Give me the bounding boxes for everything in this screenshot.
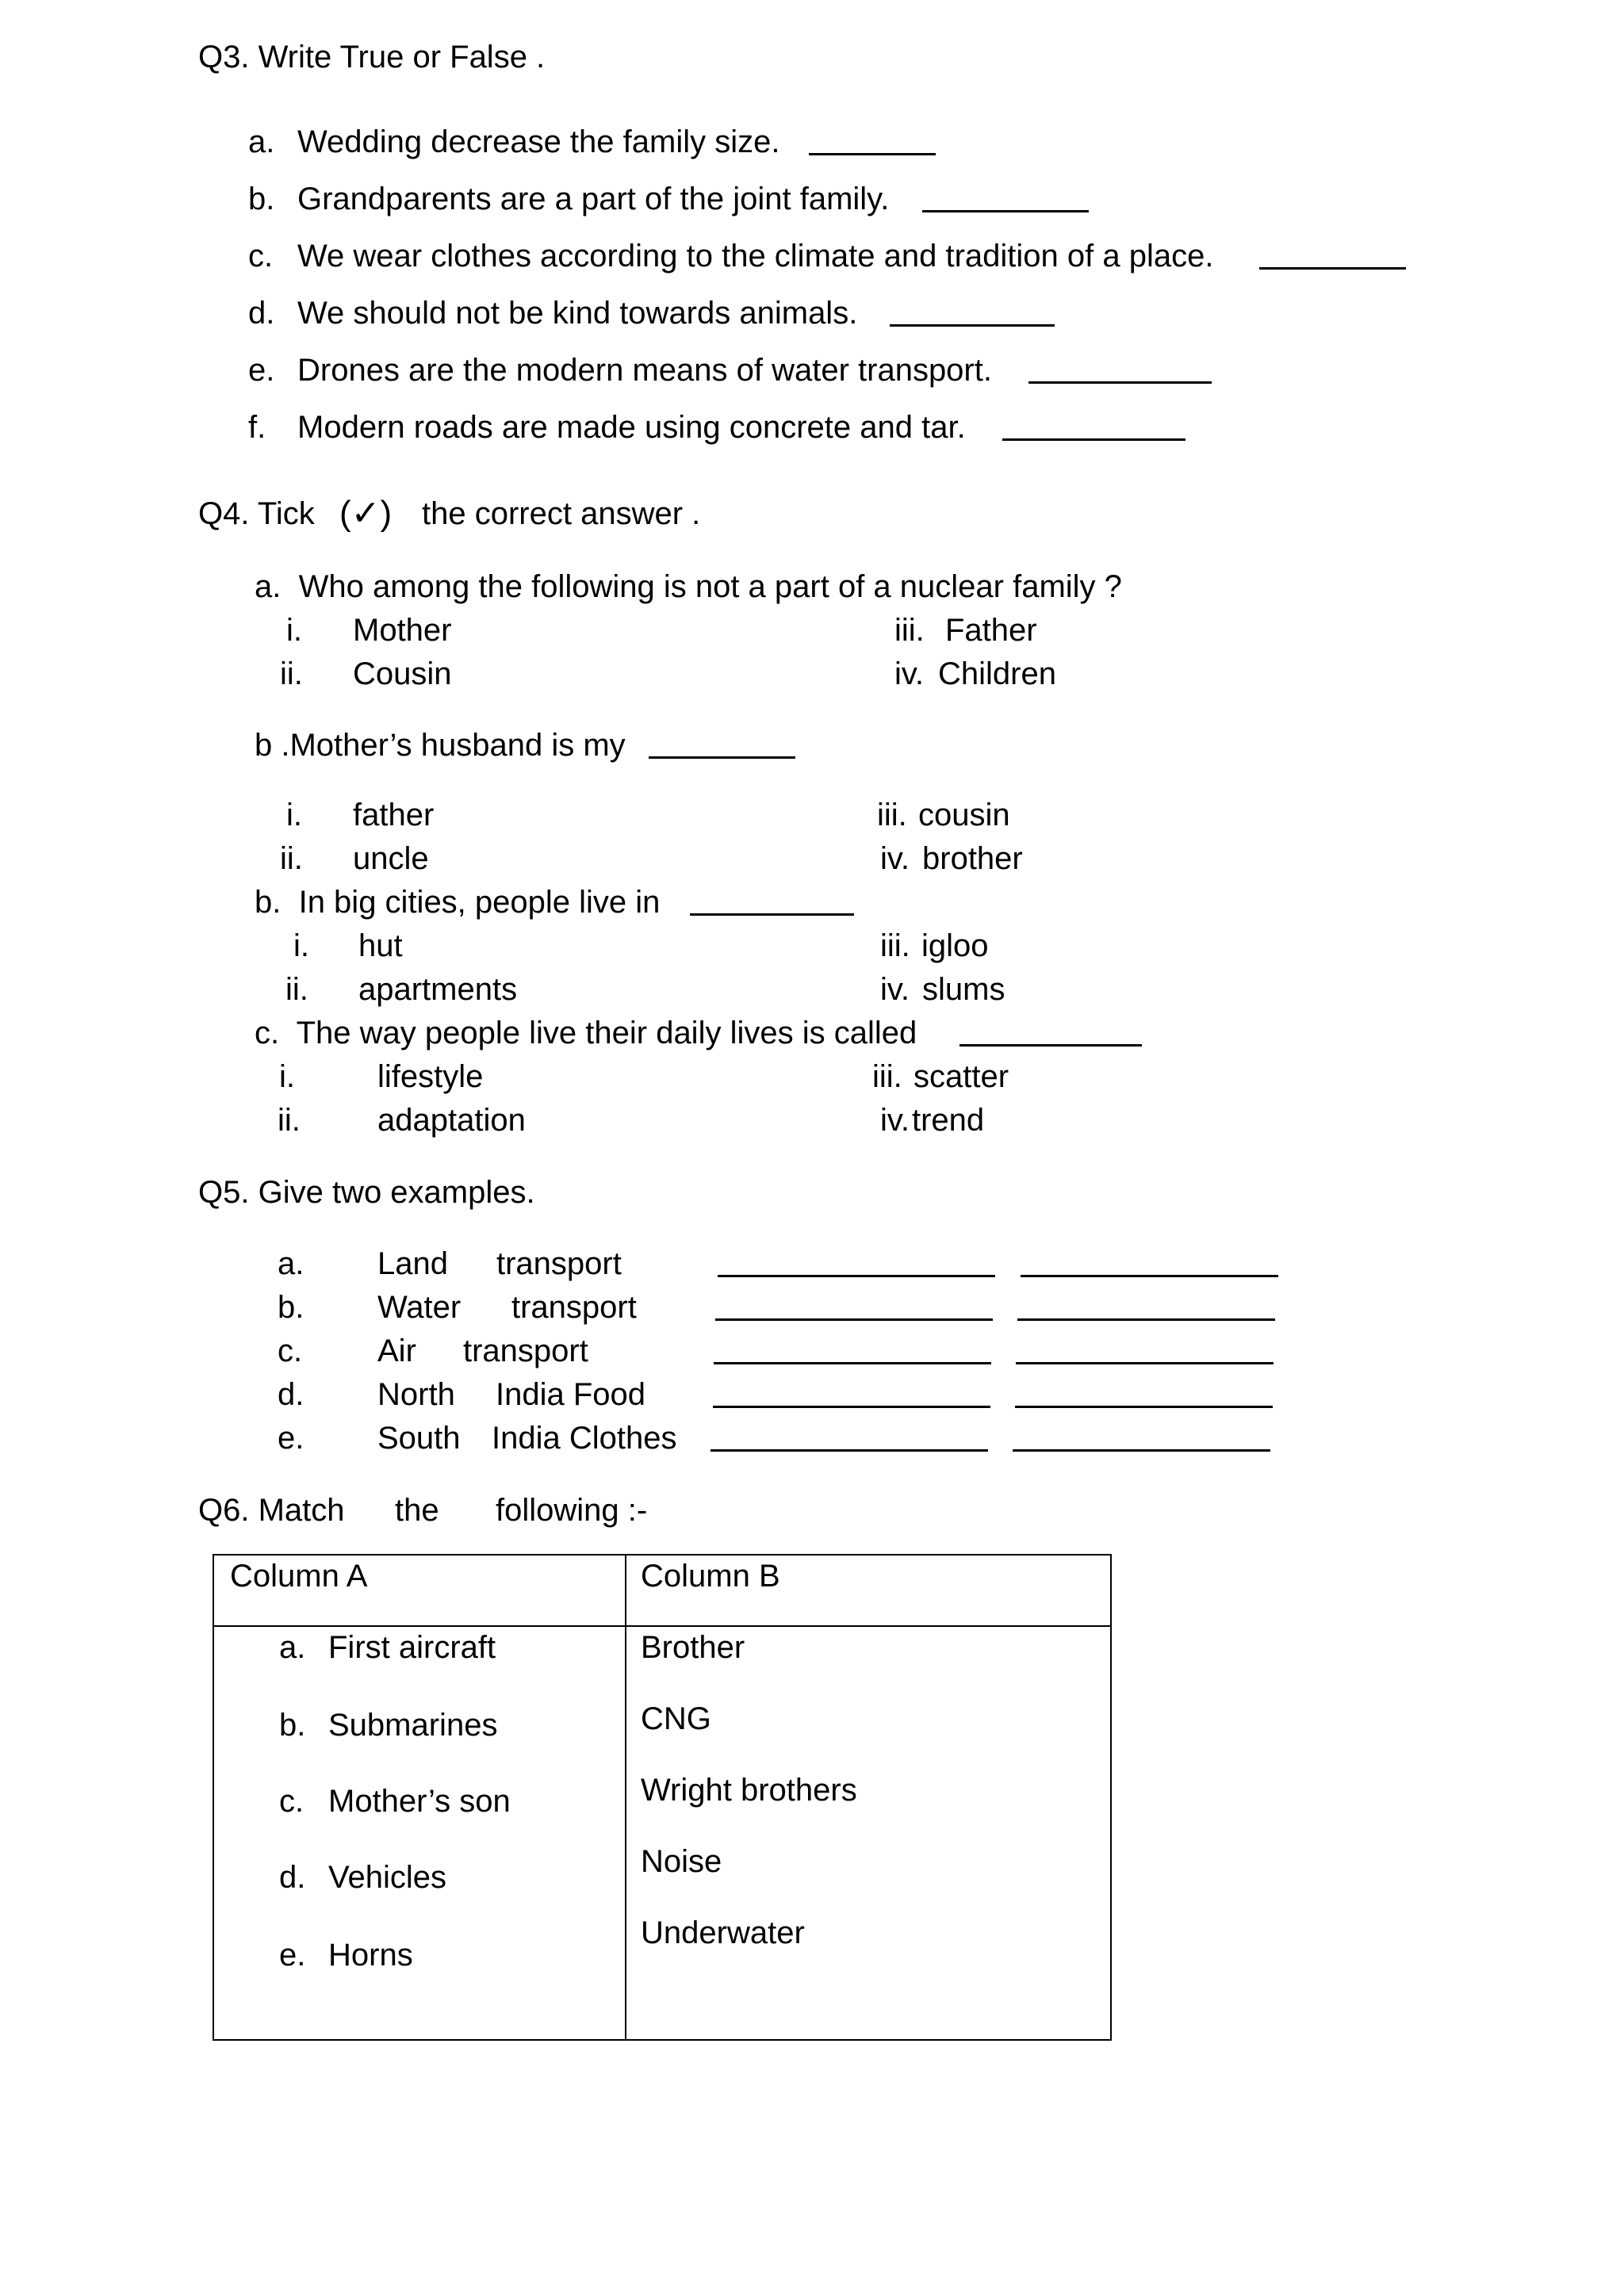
q5-item-b-word1: Water	[377, 1290, 462, 1325]
q4-a-option-i-text[interactable]: Mother	[353, 613, 452, 648]
q4-b2-option-i-label: i.	[293, 928, 309, 963]
q4-b2-option-iii-text[interactable]: igloo	[921, 928, 989, 963]
column-b-item-2[interactable]: CNG	[641, 1701, 711, 1736]
q3-item-c-label: c.	[248, 239, 274, 274]
q4-title-prefix: Q4. Tick	[198, 496, 315, 531]
q5-item-c-blank-1[interactable]	[714, 1362, 991, 1364]
q4-question-b1-stem: b .Mother’s husband is my	[255, 728, 626, 763]
q4-b1-option-iii-label: iii.	[877, 798, 907, 832]
q3-item-b-text: Grandparents are a part of the joint family.	[297, 182, 890, 216]
q4-c-option-ii-label: ii.	[278, 1103, 301, 1138]
column-a-item-a-label: a.	[279, 1630, 306, 1665]
q5-item-c-word1: Air	[377, 1334, 416, 1368]
q3-item-a-text: Wedding decrease the family size.	[297, 124, 780, 159]
column-a-item-e-text[interactable]: Horns	[328, 1938, 413, 1973]
q4-a-option-iii-label: iii.	[894, 613, 925, 648]
q4-b1-option-iii-text[interactable]: cousin	[918, 798, 1010, 832]
column-a-item-c-text[interactable]: Mother’s son	[328, 1784, 511, 1819]
q3-title: Q3. Write True or False .	[198, 40, 546, 75]
column-b-item-4[interactable]: Noise	[641, 1844, 722, 1879]
q4-a-option-iv-label: iv.	[894, 656, 925, 691]
q3-item-d-text: We should not be kind towards animals.	[297, 296, 858, 331]
q4-b1-option-iv-text[interactable]: brother	[922, 841, 1023, 876]
q4-question-b1-blank[interactable]	[649, 756, 795, 759]
q4-b2-option-iii-label: iii.	[880, 928, 910, 963]
q5-item-e-label: e.	[278, 1421, 304, 1456]
column-a-item-b-label: b.	[279, 1708, 306, 1743]
q3-item-b-answer-blank[interactable]	[922, 210, 1089, 212]
q5-item-b-label: b.	[278, 1290, 304, 1325]
column-a-item-a-text[interactable]: First aircraft	[328, 1630, 496, 1665]
q5-item-d-label: d.	[278, 1377, 304, 1412]
q6-title-word3: following :-	[496, 1493, 648, 1528]
q5-item-b-word2: transport	[511, 1290, 637, 1325]
q5-item-b-blank-1[interactable]	[715, 1318, 993, 1321]
q5-item-e-blank-2[interactable]	[1013, 1449, 1270, 1452]
q3-item-e-label: e.	[248, 353, 275, 388]
q5-item-a-label: a.	[278, 1246, 304, 1281]
q3-item-c-text: We wear clothes according to the climate and tradition of a place.	[297, 239, 1214, 274]
q3-item-f-text: Modern roads are made using concrete and tar.	[297, 410, 966, 445]
q3-item-a-answer-blank[interactable]	[809, 153, 936, 155]
q3-item-d-answer-blank[interactable]	[890, 324, 1055, 327]
column-b-item-5[interactable]: Underwater	[641, 1915, 805, 1950]
q4-a-option-iv-text[interactable]: Children	[938, 656, 1056, 691]
column-a-header-cell	[213, 1555, 626, 1626]
q5-item-b-blank-2[interactable]	[1017, 1318, 1275, 1321]
q5-item-e-word2: India Clothes	[492, 1421, 677, 1456]
match-table-header-row	[213, 1555, 1111, 1626]
column-b-header: Column B	[641, 1559, 780, 1594]
q6-title-word1: Q6. Match	[198, 1493, 345, 1528]
q4-a-option-i-label: i.	[286, 613, 302, 648]
q3-item-d-label: d.	[248, 296, 275, 331]
q4-b1-option-i-label: i.	[286, 798, 302, 832]
q5-item-d-blank-1[interactable]	[713, 1406, 990, 1408]
q4-b2-option-ii-text[interactable]: apartments	[358, 972, 518, 1007]
q4-c-option-iv-label: iv.	[880, 1103, 910, 1138]
column-b-item-1[interactable]: Brother	[641, 1630, 745, 1665]
column-a-body	[213, 1626, 626, 2040]
q4-b2-option-iv-label: iv.	[880, 972, 910, 1007]
q4-c-option-i-text[interactable]: lifestyle	[377, 1059, 484, 1094]
q3-item-f-label: f.	[248, 410, 266, 445]
q4-b2-option-ii-label: ii.	[285, 972, 308, 1007]
q4-question-b2-stem: b. In big cities, people live in	[255, 885, 661, 920]
q4-b2-option-iv-text[interactable]: slums	[922, 972, 1005, 1007]
q5-item-d-word2: India Food	[496, 1377, 646, 1412]
column-a-header: Column A	[230, 1559, 368, 1594]
q5-title: Q5. Give two examples.	[198, 1175, 535, 1210]
q5-item-a-blank-2[interactable]	[1021, 1275, 1278, 1277]
column-a-item-e-label: e.	[279, 1938, 306, 1973]
q6-title-word2: the	[395, 1493, 439, 1528]
column-b-header-cell	[626, 1555, 1111, 1626]
q4-question-b2-blank[interactable]	[690, 913, 854, 916]
q4-title-suffix: the correct answer .	[422, 496, 701, 531]
q4-c-option-ii-text[interactable]: adaptation	[377, 1103, 526, 1138]
q4-c-option-iii-text[interactable]: scatter	[914, 1059, 1009, 1094]
q5-item-c-word2: transport	[463, 1334, 588, 1368]
q3-item-b-label: b.	[248, 182, 275, 216]
q3-item-e-text: Drones are the modern means of water transport.	[297, 353, 992, 388]
match-table	[213, 1554, 1112, 2041]
q5-item-a-word2: transport	[496, 1246, 622, 1281]
q4-c-option-iv-text[interactable]: trend	[912, 1103, 985, 1138]
q5-item-c-blank-2[interactable]	[1016, 1362, 1274, 1364]
q3-item-c-answer-blank[interactable]	[1259, 267, 1406, 270]
q4-c-option-i-label: i.	[279, 1059, 295, 1094]
q4-b1-option-ii-text[interactable]: uncle	[353, 841, 429, 876]
q4-question-c-stem: c. The way people live their daily lives is called	[255, 1016, 917, 1050]
q4-a-option-iii-text[interactable]: Father	[945, 613, 1037, 648]
column-a-item-b-text[interactable]: Submarines	[328, 1708, 498, 1743]
q3-item-a-label: a.	[248, 124, 275, 159]
q4-a-option-ii-text[interactable]: Cousin	[353, 656, 452, 691]
q5-item-e-blank-1[interactable]	[710, 1449, 988, 1452]
q5-item-a-blank-1[interactable]	[718, 1275, 995, 1277]
column-b-body	[626, 1626, 1111, 2040]
q4-question-a-stem: a. Who among the following is not a part of a nuclear family ?	[255, 569, 1122, 604]
q3-item-f-answer-blank[interactable]	[1002, 438, 1185, 441]
q3-item-e-answer-blank[interactable]	[1028, 381, 1212, 384]
q4-b1-option-ii-label: ii.	[280, 841, 303, 876]
q5-item-c-label: c.	[278, 1334, 303, 1368]
q4-b2-option-i-text[interactable]: hut	[358, 928, 403, 963]
column-a-item-d-text[interactable]: Vehicles	[328, 1860, 446, 1895]
match-table-body-row	[213, 1626, 1111, 2040]
column-a-item-d-label: d.	[279, 1860, 306, 1895]
q5-item-d-word1: North	[377, 1377, 455, 1412]
q5-item-d-blank-2[interactable]	[1015, 1406, 1273, 1408]
q5-item-e-word1: South	[377, 1421, 461, 1456]
q4-b1-option-iv-label: iv.	[880, 841, 910, 876]
q4-tick-mark: (✓)	[339, 494, 393, 533]
q5-item-a-word1: Land	[377, 1246, 448, 1281]
q4-question-c-blank[interactable]	[959, 1044, 1142, 1047]
column-b-item-3[interactable]: Wright brothers	[641, 1773, 857, 1808]
column-a-item-c-label: c.	[279, 1784, 304, 1819]
q4-a-option-ii-label: ii.	[280, 656, 303, 691]
q4-b1-option-i-text[interactable]: father	[353, 798, 435, 832]
q4-c-option-iii-label: iii.	[872, 1059, 902, 1094]
